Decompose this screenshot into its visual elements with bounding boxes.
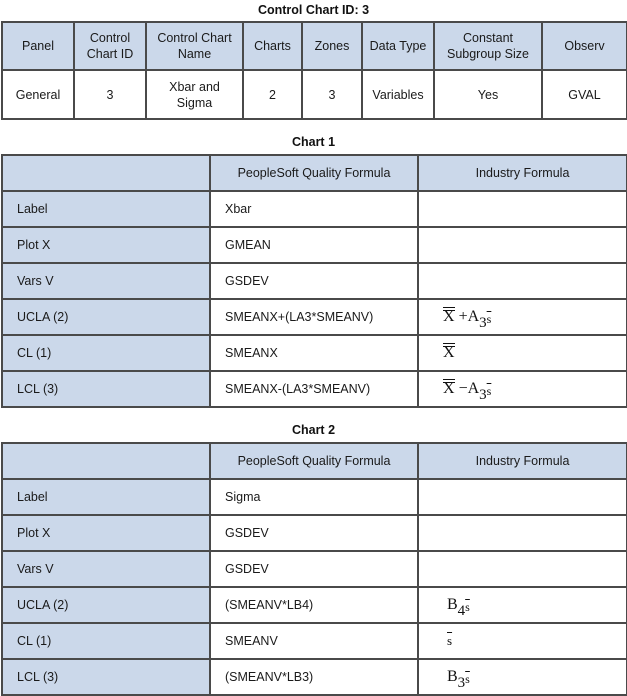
header-zones: Zones bbox=[302, 22, 362, 70]
cell-observ: GVAL bbox=[542, 70, 627, 119]
table-row bbox=[2, 515, 627, 551]
peoplesoft-formula: SMEANX+(LA3*SMEANV) bbox=[210, 299, 418, 335]
table-row bbox=[2, 659, 627, 695]
header-charts: Charts bbox=[243, 22, 302, 70]
table-row bbox=[2, 371, 627, 407]
header-peoplesoft-formula: PeopleSoft Quality Formula bbox=[210, 443, 418, 479]
header-control-chart-id: Control Chart ID bbox=[74, 22, 146, 70]
industry-formula bbox=[418, 263, 627, 299]
table-row bbox=[2, 191, 627, 227]
row-label: Vars V bbox=[2, 551, 210, 587]
peoplesoft-formula: SMEANV bbox=[210, 623, 418, 659]
cell-charts: 2 bbox=[243, 70, 302, 119]
peoplesoft-formula: (SMEANV*LB4) bbox=[210, 587, 418, 623]
table-row bbox=[2, 335, 627, 371]
summary-data-row bbox=[2, 70, 627, 119]
industry-formula: $X +A3\overline{s}$ bbox=[418, 299, 627, 335]
cell-zones: 3 bbox=[302, 70, 362, 119]
table-row bbox=[2, 587, 627, 623]
header-industry-formula: Industry Formula bbox=[418, 155, 627, 191]
row-label: UCLA (2) bbox=[2, 299, 210, 335]
chart-2-title: Chart 2 bbox=[291, 423, 336, 437]
peoplesoft-formula: GSDEV bbox=[210, 551, 418, 587]
industry-formula bbox=[418, 479, 627, 515]
industry-formula: $X -A3\overline{s}$ bbox=[418, 371, 627, 407]
peoplesoft-formula: (SMEANV*LB3) bbox=[210, 659, 418, 695]
cell-control-chart-name: Xbar and Sigma bbox=[146, 70, 243, 119]
header-panel: Panel bbox=[2, 22, 74, 70]
chart-2-header-row bbox=[2, 443, 627, 479]
chart-1-table bbox=[1, 154, 627, 408]
table-row bbox=[2, 479, 627, 515]
header-peoplesoft-formula: PeopleSoft Quality Formula bbox=[210, 155, 418, 191]
table-row bbox=[2, 227, 627, 263]
summary-table bbox=[1, 21, 627, 120]
row-label: Label bbox=[2, 191, 210, 227]
header-blank bbox=[2, 443, 210, 479]
cell-panel: General bbox=[2, 70, 74, 119]
industry-formula bbox=[418, 227, 627, 263]
industry-formula bbox=[418, 551, 627, 587]
peoplesoft-formula: Xbar bbox=[210, 191, 418, 227]
header-blank bbox=[2, 155, 210, 191]
industry-formula: $\overline{s}$ bbox=[418, 623, 627, 659]
peoplesoft-formula: GSDEV bbox=[210, 263, 418, 299]
row-label: Plot X bbox=[2, 515, 210, 551]
page-title: Control Chart ID: 3 bbox=[257, 3, 370, 17]
chart-1-title: Chart 1 bbox=[291, 135, 336, 149]
row-label: CL (1) bbox=[2, 623, 210, 659]
row-label: Label bbox=[2, 479, 210, 515]
row-label: CL (1) bbox=[2, 335, 210, 371]
header-industry-formula: Industry Formula bbox=[418, 443, 627, 479]
industry-formula bbox=[418, 515, 627, 551]
peoplesoft-formula: GMEAN bbox=[210, 227, 418, 263]
table-row bbox=[2, 263, 627, 299]
peoplesoft-formula: SMEANX bbox=[210, 335, 418, 371]
row-label: UCLA (2) bbox=[2, 587, 210, 623]
summary-header-row bbox=[2, 22, 627, 70]
peoplesoft-formula: Sigma bbox=[210, 479, 418, 515]
table-row bbox=[2, 299, 627, 335]
cell-data-type: Variables bbox=[362, 70, 434, 119]
header-constant-subgroup-size: Constant Subgroup Size bbox=[434, 22, 542, 70]
chart-2-table bbox=[1, 442, 627, 696]
industry-formula: X bbox=[418, 335, 627, 371]
row-label: Vars V bbox=[2, 263, 210, 299]
header-data-type: Data Type bbox=[362, 22, 434, 70]
cell-constant-subgroup-size: Yes bbox=[434, 70, 542, 119]
row-label: Plot X bbox=[2, 227, 210, 263]
industry-formula: $B4\overline{s}$ bbox=[418, 587, 627, 623]
row-label: LCL (3) bbox=[2, 659, 210, 695]
chart-1-header-row bbox=[2, 155, 627, 191]
table-row bbox=[2, 623, 627, 659]
table-row bbox=[2, 551, 627, 587]
industry-formula: $B3\overline{s}$ bbox=[418, 659, 627, 695]
row-label: LCL (3) bbox=[2, 371, 210, 407]
peoplesoft-formula: GSDEV bbox=[210, 515, 418, 551]
header-control-chart-name: Control Chart Name bbox=[146, 22, 243, 70]
peoplesoft-formula: SMEANX-(LA3*SMEANV) bbox=[210, 371, 418, 407]
cell-control-chart-id: 3 bbox=[74, 70, 146, 119]
industry-formula bbox=[418, 191, 627, 227]
header-observ: Observ bbox=[542, 22, 627, 70]
